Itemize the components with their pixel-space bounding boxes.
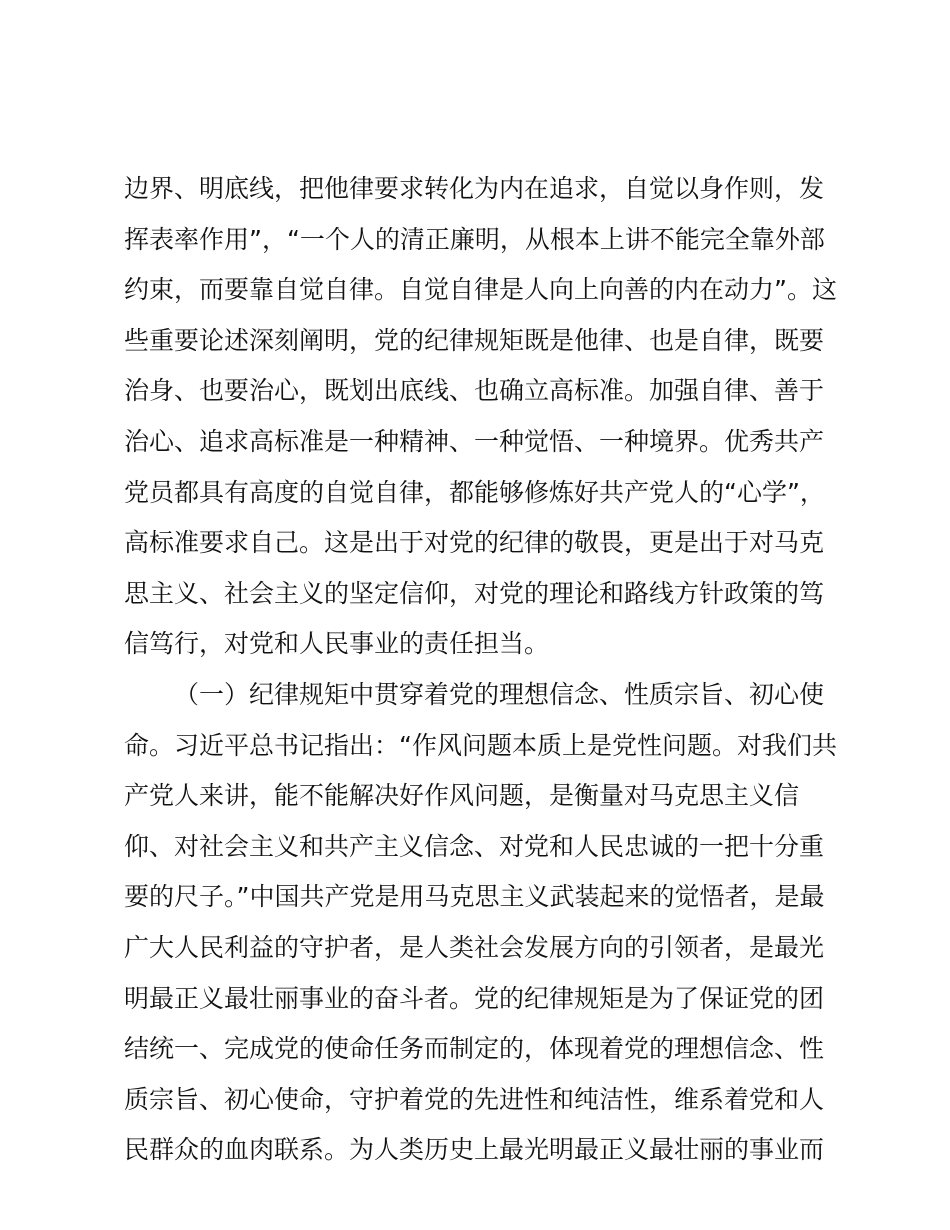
text-line: 要的尺子。”中国共产党是用马克思主义武装起来的觉悟者，是最 <box>124 882 825 912</box>
text-line: 结统一、完成党的使命任务而制定的，体现着党的理想信念、性 <box>124 1034 825 1064</box>
text-line: 产党人来讲，能不能解决好作风问题，是衡量对马克思主义信 <box>124 781 800 811</box>
text-line: 仰、对社会主义和共产主义信念、对党和人民忠诚的一把十分重 <box>124 831 825 861</box>
text-line: 治心、追求高标准是一种精神、一种觉悟、一种境界。优秀共产 <box>124 426 825 456</box>
text-line: 些重要论述深刻阐明，党的纪律规矩既是他律、也是自律，既要 <box>124 325 825 355</box>
text-line: 挥表率作用”，“一个人的清正廉明，从根本上讲不能完全靠外部 <box>124 224 825 254</box>
text-line: 信笃行，对党和人民事业的责任担当。 <box>124 629 550 659</box>
text-line: 高标准要求自己。这是出于对党的纪律的敬畏，更是出于对马克 <box>124 528 825 558</box>
text-line: 广大人民利益的守护者，是人类社会发展方向的引领者，是最光 <box>124 932 825 962</box>
text-line: 命。习近平总书记指出：“作风问题本质上是党性问题。对我们共 <box>124 730 837 760</box>
text-line: 党员都具有高度的自觉自律，都能够修炼好共产党人的“心学”， <box>124 477 825 507</box>
text-line: 质宗旨、初心使命，守护着党的先进性和纯洁性，维系着党和人 <box>124 1084 825 1114</box>
text-line: 约束，而要靠自觉自律。自觉自律是人向上向善的内在动力”。这 <box>124 275 837 305</box>
body-text <box>124 164 844 1176</box>
text-line: 边界、明底线，把他律要求转化为内在追求，自觉以身作则，发 <box>124 174 825 203</box>
text-line: 思主义、社会主义的坚定信仰，对党的理论和路线方针政策的笃 <box>124 578 825 608</box>
text-line: 明最正义最壮丽事业的奋斗者。党的纪律规矩是为了保证党的团 <box>124 983 825 1013</box>
text-line: 治身、也要治心，既划出底线、也确立高标准。加强自律、善于 <box>124 376 825 406</box>
section-heading-line: （一）纪律规矩中贯穿着党的理想信念、性质宗旨、初心使 <box>174 679 825 709</box>
text-line: 民群众的血肉联系。为人类历史上最光明最正义最壮丽的事业而 <box>124 1135 825 1165</box>
